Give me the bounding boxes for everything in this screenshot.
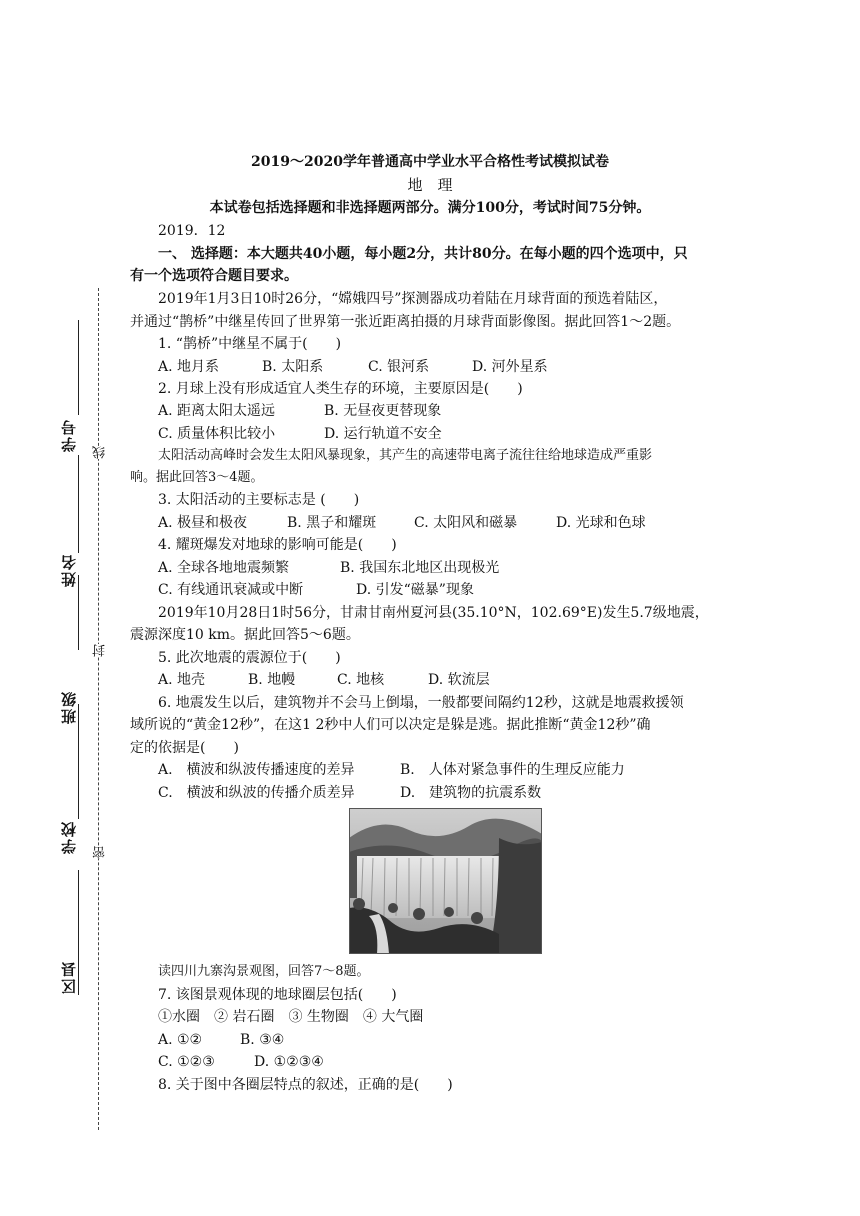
q4-option-c: C. 有线通讯衰减或中断 [158, 582, 304, 598]
q1-stem: 1. “鹊桥”中继星不属于( ) [158, 336, 342, 352]
binding-dashed-line [98, 288, 99, 1130]
seal-secret-mark: 密 [93, 846, 108, 859]
q7-stem: 7. 该图景观体现的地球圈层包括( ) [158, 987, 397, 1003]
passage3-line2: 震源深度10 km。据此回答5～6题。 [130, 627, 360, 643]
q5-option-d: D. 软流层 [428, 672, 490, 688]
q2-option-c: C. 质量体积比较小 [158, 426, 276, 442]
name-label: 姓名 [60, 553, 78, 587]
q1-option-d: D. 河外星系 [472, 359, 548, 375]
q2-option-a: A. 距离太阳太遥远 [158, 403, 276, 419]
q5-option-a: A. 地壳 [158, 672, 206, 688]
exam-title: 2019～2020学年普通高中学业水平合格性考试模拟试卷 [251, 154, 609, 170]
q5-option-c: C. 地核 [337, 672, 385, 688]
passage3-line1: 2019年10月28日1时56分，甘肃甘南州夏河县(35.10°N，102.69°E)发生5.7级地震， [158, 605, 709, 621]
q6-stem-line3: 定的依据是( ) [130, 740, 239, 756]
q7-option-a: A. ①② [158, 1032, 203, 1048]
q3-stem: 3. 太阳活动的主要标志是 ( ) [158, 492, 360, 508]
q1-option-c: C. 银河系 [368, 359, 430, 375]
section-heading-line2: 有一个选项符合题目要求。 [130, 268, 298, 284]
q3-option-d: D. 光球和色球 [556, 515, 646, 531]
jiuzhaigou-landscape-image [349, 808, 542, 954]
exam-subject: 地 理 [407, 176, 453, 194]
class-label: 班级 [60, 690, 78, 724]
passage2-line1: 太阳活动高峰时会发生太阳风暴现象，其产生的高速带电离子流往往给地球造成严重影 [158, 448, 653, 463]
q1-option-b: B. 太阳系 [262, 359, 324, 375]
q1-option-a: A. 地月系 [158, 359, 220, 375]
q6-option-c: C. 横波和纵波的传播介质差异 [158, 785, 355, 801]
q4-option-a: A. 全球各地地震频繁 [158, 560, 290, 576]
q4-option-b: B. 我国东北地区出现极光 [340, 560, 500, 576]
q3-option-c: C. 太阳风和磁暴 [414, 515, 518, 531]
q2-option-b: B. 无昼夜更替现象 [324, 403, 442, 419]
name-underline [78, 455, 79, 553]
exam-intro: 本试卷包括选择题和非选择题两部分。满分100分，考试时间75分钟。 [209, 200, 651, 216]
section-heading-line1: 一、 选择题：本大题共40小题，每小题2分，共计80分。在每小题的四个选项中，只 [158, 246, 688, 262]
school-id-label: 学号 [60, 418, 78, 452]
q3-option-b: B. 黑子和耀斑 [287, 515, 377, 531]
district-label: 区县 [60, 960, 78, 994]
school-label: 学校 [60, 820, 78, 854]
q7-option-c: C. ①②③ [158, 1054, 215, 1070]
exam-date: 2019．12 [158, 223, 226, 239]
q4-stem: 4. 耀斑爆发对地球的影响可能是( ) [158, 537, 397, 553]
passage2-line2: 响。据此回答3～4题。 [130, 470, 264, 485]
q6-stem-line1: 6. 地震发生以后，建筑物并不会马上倒塌，一般都要间隔约12秒，这就是地震救援领 [158, 695, 684, 711]
q2-stem: 2. 月球上没有形成适宜人类生存的环境，主要原因是( ) [158, 381, 523, 397]
q6-stem-line2: 域所说的“黄金12秒”，在这1 2秒中人们可以决定是躲是逃。据此推断“黄金12秒”确 [130, 717, 651, 733]
passage1-line2: 并通过“鹊桥”中继星传回了世界第一张近距离拍摄的月球背面影像图。据此回答1～2题。 [130, 314, 681, 330]
q6-option-b: B. 人体对紧急事件的生理反应能力 [400, 762, 625, 778]
q2-option-d: D. 运行轨道不安全 [324, 426, 442, 442]
q7-option-b: B. ③④ [240, 1032, 285, 1048]
q7-option-d: D. ①②③④ [254, 1054, 324, 1070]
q3-option-a: A. 极昼和极夜 [158, 515, 248, 531]
seal-seal-mark: 封 [93, 644, 108, 657]
q7-items: ①水圈 ② 岩石圈 ③ 生物圈 ④ 大气圈 [158, 1009, 424, 1025]
q6-option-a: A. 横波和纵波传播速度的差异 [158, 762, 355, 778]
q5-stem: 5. 此次地震的震源位于( ) [158, 650, 341, 666]
passage4-line1: 读四川九寨沟景观图，回答7～8题。 [158, 964, 370, 979]
q6-option-d: D. 建筑物的抗震系数 [400, 785, 542, 801]
q5-option-b: B. 地幔 [248, 672, 296, 688]
q4-option-d: D. 引发“磁暴”现象 [356, 582, 474, 598]
q8-stem: 8. 关于图中各圈层特点的叙述，正确的是( ) [158, 1077, 453, 1093]
school-id-underline [78, 320, 79, 415]
passage1-line1: 2019年1月3日10时26分，“嫦娥四号”探测器成功着陆在月球背面的预选着陆区， [158, 291, 668, 307]
seal-line-mark: 线 [93, 446, 108, 459]
